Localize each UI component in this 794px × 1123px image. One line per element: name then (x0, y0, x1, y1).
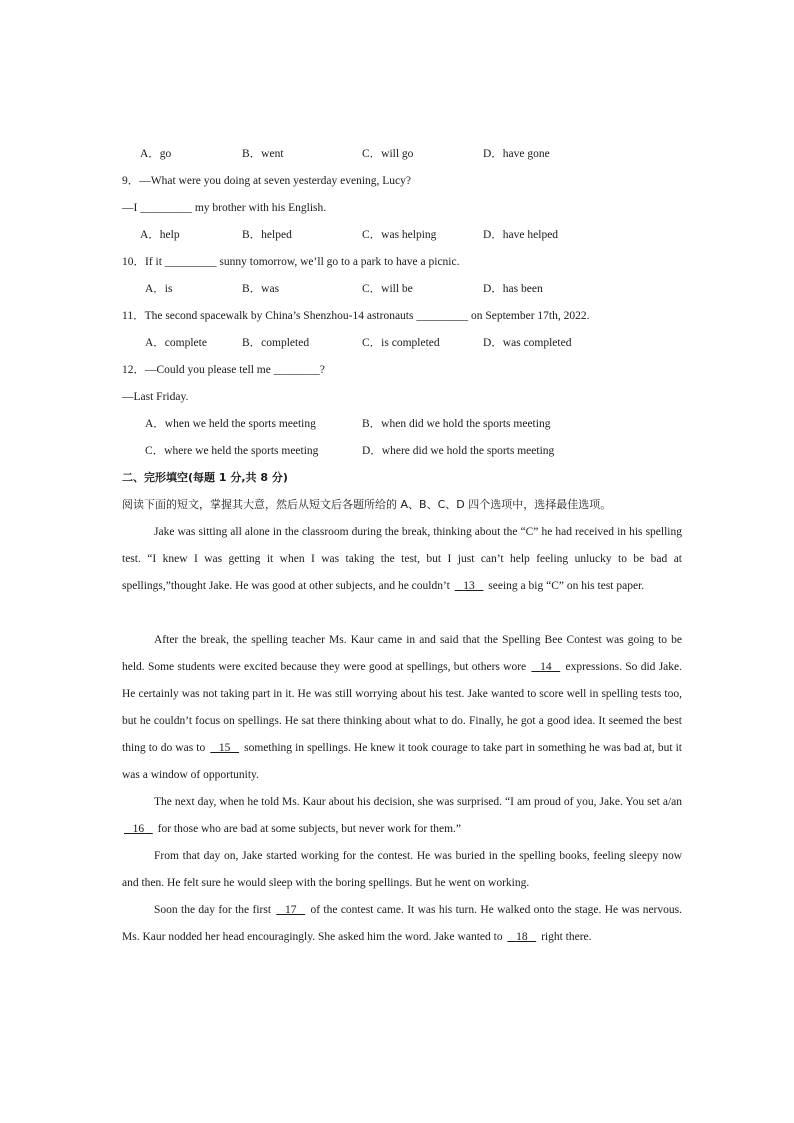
q9-option-d: D．have helped (483, 229, 559, 241)
blank-18: 18 (516, 931, 528, 943)
q10-option-a: A．is (145, 283, 173, 295)
blank-13: 13 (463, 580, 475, 592)
q11-option-b: B．completed (242, 337, 310, 349)
passage-text: right there. (538, 931, 592, 943)
q10-stem: 10．If it _________ sunny tomorrow, we’ll go to a park to have a picnic. (122, 256, 460, 268)
passage-text: Soon the day for the first (154, 904, 275, 916)
q10-option-d: D．has been (483, 283, 543, 295)
q9-option-a: A．help (140, 229, 180, 241)
q12-option-d: D．where did we hold the sports meeting (362, 445, 555, 457)
q11-option-d: D．was completed (483, 337, 572, 349)
q10-option-b: B．was (242, 283, 280, 295)
q12-option-c: C．where we held the sports meeting (145, 445, 319, 457)
q8-option-d: D．have gone (483, 148, 550, 160)
blank-17: 17 (285, 904, 297, 916)
q8-option-c: C．will go (362, 148, 414, 160)
passage-text: something in spellings. He knew it took courage to take part in something he was bad at, but it was a window of opportunity. (122, 742, 682, 781)
q12-answer-line: —Last Friday. (122, 391, 189, 403)
passage-paragraph-3 (122, 789, 682, 843)
section-instruction: 阅读下面的短文，掌握其大意，然后从短文后各题所给的 A、B、C、D 四个选项中，选择最佳选项。 (122, 498, 612, 511)
passage-paragraph-1 (122, 519, 682, 600)
blank-15: 15 (218, 742, 231, 754)
passage-text: The next day, when he told Ms. Kaur about his decision, she was surprised. “I am proud of you, Jake. You set a/an (154, 796, 682, 808)
q8-option-a: A．go (140, 148, 172, 160)
q12-option-a: A．when we held the sports meeting (145, 418, 316, 430)
passage-text: After the break, the spelling teacher Ms. Kaur came in and said that the Spelling Bee Contest was going to be held. Some students were excited because they were good at spellings, but others wore (122, 634, 682, 673)
passage-text: for those who are bad at some subjects, but never work for them.” (154, 823, 462, 835)
section-heading: 二、完形填空(每题 1 分,共 8 分) (122, 471, 288, 484)
passage-text: expressions. So did Jake. He certainly was not taking part in it. He was still worrying about his test. Jake wanted to score well in spelling tests too, but he couldn’t focus on spellings. He sat there thinking about what to do. Finally, he got a good idea. It seemed the best thing to do was to (122, 661, 682, 754)
blank-16: 16 (132, 823, 145, 835)
q9-option-b: B．helped (242, 229, 292, 241)
passage-text: Jake was sitting all alone in the classroom during the break, thinking about the “C” he had received in his spelling test. “I knew I was getting it when I was taking the test, but I just can’t help feeling unlucky to be bad at spellings,”thought Jake. He was good at other subjects, and he couldn’t (122, 526, 682, 592)
q9-stem: 9．—What were you doing at seven yesterday evening, Lucy? (122, 175, 411, 187)
q12-option-b: B．when did we hold the sports meeting (362, 418, 551, 430)
q10-option-c: C．will be (362, 283, 413, 295)
passage-text: From that day on, Jake started working for the contest. He was buried in the spelling books, feeling sleepy now and then. He felt sure he would sleep with the boring spellings. But he went on working. (122, 850, 682, 889)
blank-14: 14 (540, 661, 552, 673)
q11-option-a: A．complete (145, 337, 207, 349)
passage-text: seeing a big “C” on his test paper. (485, 580, 645, 592)
q11-option-c: C．is completed (362, 337, 440, 349)
q12-stem: 12．—Could you please tell me ________? (122, 364, 325, 376)
q9-answer-line: —I _________ my brother with his English. (122, 202, 327, 214)
passage-paragraph-4 (122, 843, 682, 897)
q9-option-c: C．was helping (362, 229, 437, 241)
q11-stem: 11．The second spacewalk by China’s Shenzhou-14 astronauts _________ on September 17th, 2022. (122, 310, 590, 322)
passage-paragraph-2 (122, 627, 682, 789)
passage-paragraph-5 (122, 897, 682, 951)
q8-option-b: B．went (242, 148, 284, 160)
passage-text: of the contest came. It was his turn. He walked onto the stage. He was nervous. Ms. Kaur nodded her head encouragingly. She asked him the word. Jake wanted to (122, 904, 682, 943)
